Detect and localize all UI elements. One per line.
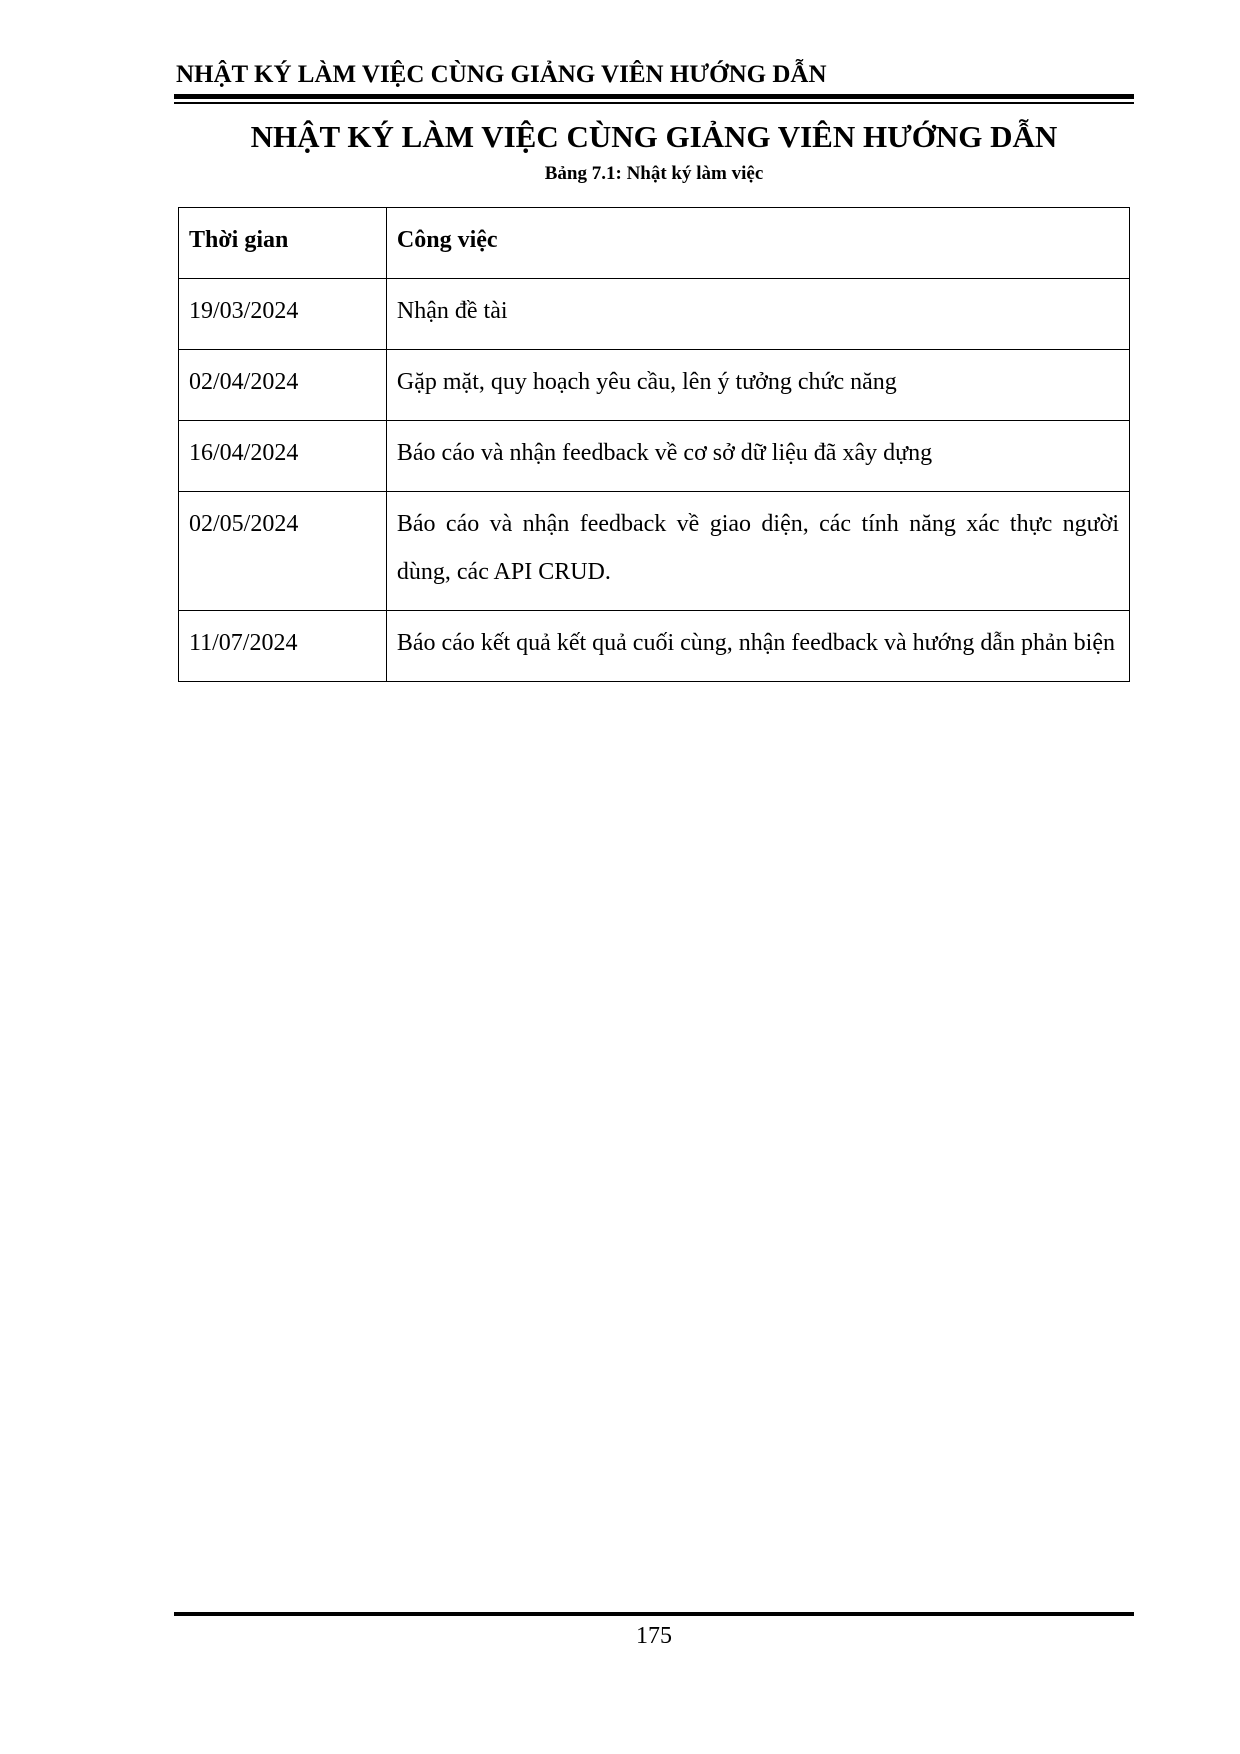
work-cell: Nhận đề tài [386,279,1129,350]
table-caption: Bảng 7.1: Nhật ký làm việc [544,163,764,184]
work-cell: Báo cáo và nhận feedback về cơ sở dữ liệu đã xây dựng [386,421,1129,492]
table-row [179,492,1130,611]
work-log-table [178,207,1130,682]
page-number: 175 [636,1623,672,1649]
date-cell: 19/03/2024 [179,279,387,350]
work-cell: Báo cáo kết quả kết quả cuối cùng, nhận feedback và hướng dẫn phản biện [386,611,1129,682]
header-rule-thin [174,102,1134,104]
table-row [179,611,1130,682]
column-header-work: Công việc [386,208,1129,279]
column-header-time: Thời gian [179,208,387,279]
work-cell: Gặp mặt, quy hoạch yêu cầu, lên ý tưởng chức năng [386,350,1129,421]
header-rule-thick [174,94,1134,99]
table-row [179,421,1130,492]
date-cell: 02/04/2024 [179,350,387,421]
table-row [179,279,1130,350]
table-row [179,350,1130,421]
page-title: NHẬT KÝ LÀM VIỆC CÙNG GIẢNG VIÊN HƯỚNG DẪN [250,119,1058,154]
work-cell: Báo cáo và nhận feedback về giao diện, các tính năng xác thực người dùng, các API CRUD. [386,492,1129,611]
date-cell: 11/07/2024 [179,611,387,682]
footer-rule [174,1612,1134,1616]
date-cell: 16/04/2024 [179,421,387,492]
date-cell: 02/05/2024 [179,492,387,611]
running-header: NHẬT KÝ LÀM VIỆC CÙNG GIẢNG VIÊN HƯỚNG DẪN [176,61,827,88]
table-header-row [179,208,1130,279]
